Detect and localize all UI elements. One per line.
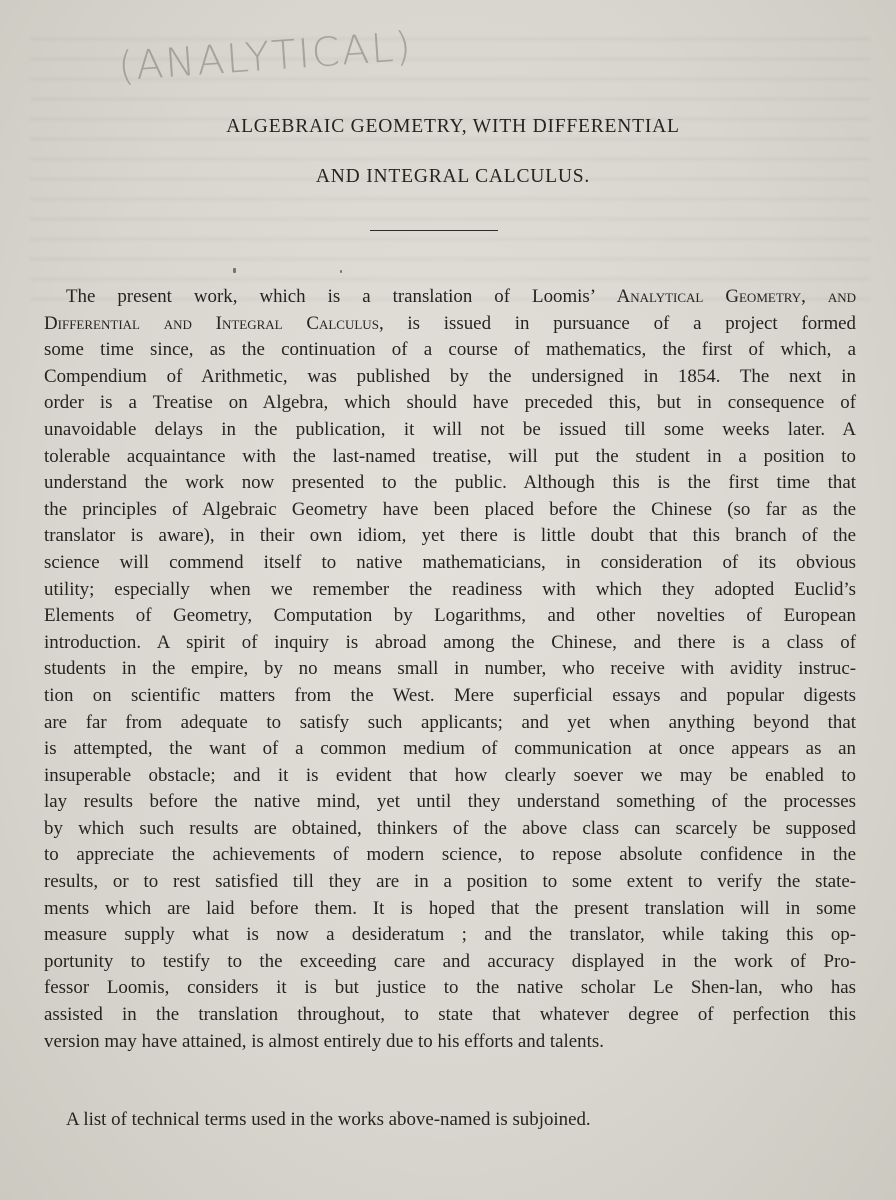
paragraph-line xyxy=(44,470,856,497)
line-text: introduction. A spirit of inquiry is abroad among the Chinese, and there is a class of xyxy=(44,631,856,653)
paragraph-line xyxy=(44,603,856,630)
line-text: version may have attained, is almost entirely due to his efforts and talents. xyxy=(44,1030,604,1052)
paragraph-line xyxy=(44,364,856,391)
line-text: some time since, as the continuation of a course of mathematics, the first of which, a xyxy=(44,339,856,361)
paragraph-line xyxy=(44,523,856,550)
line-text: Compendium of Arithmetic, was published by the undersigned in 1854. The next in xyxy=(44,365,856,387)
small-caps-title: Differential and Integral Calculus xyxy=(44,312,379,334)
preface-paragraph xyxy=(44,284,856,1055)
paragraph-line xyxy=(44,577,856,604)
paragraph-line xyxy=(44,816,856,843)
line-text: unavoidable delays in the publication, it will not be issued till some weeks later. A xyxy=(44,418,856,440)
line-text: assisted in the translation throughout, to state that whatever degree of perfection this xyxy=(44,1004,856,1026)
paragraph-line xyxy=(44,311,856,338)
line-text: science will commend itself to native mathematicians, in consideration of its obvious xyxy=(44,551,856,573)
paragraph-line xyxy=(44,789,856,816)
paragraph-line xyxy=(44,630,856,657)
line-text: utility; especially when we remember the readiness with which they adopted Euclid’s xyxy=(44,578,856,600)
line-text: is attempted, the want of a common medium of communication at once appears as an xyxy=(44,738,856,760)
paragraph-line xyxy=(44,550,856,577)
paragraph-line xyxy=(44,417,856,444)
line-text: to appreciate the achievements of modern science, to repose absolute confidence in the xyxy=(44,844,856,866)
line-text: , is issued in pursuance of a project formed xyxy=(378,312,856,334)
paragraph-line xyxy=(44,949,856,976)
paragraph-line xyxy=(44,1002,856,1029)
paragraph-line xyxy=(44,390,856,417)
pencil-annotation: (ANALYTICAL) xyxy=(116,23,415,91)
line-text: insuperable obstacle; and it is evident that how clearly soever we may be enabled to xyxy=(44,764,856,786)
ink-speck xyxy=(233,268,236,273)
line-text: ments which are laid before them. It is hoped that the present translation will in some xyxy=(44,897,856,919)
small-caps-title: Analytical Geometry, and xyxy=(616,286,856,307)
paragraph-line xyxy=(44,896,856,923)
line-text: fessor Loomis, considers it is but justice to the native scholar Le Shen-lan, who has xyxy=(44,977,856,999)
title-line-2: AND INTEGRAL CALCULUS. xyxy=(315,166,591,187)
line-text: lay results before the native mind, yet until they understand something of the processes xyxy=(44,791,856,813)
paragraph-line xyxy=(44,284,856,311)
line-text: are far from adequate to satisfy such applicants; and yet when anything beyond that xyxy=(44,711,856,733)
paragraph-line xyxy=(44,763,856,790)
line-text: understand the work now presented to the public. Although this is the first time that xyxy=(44,472,856,494)
paragraph-line xyxy=(44,710,856,737)
paragraph-line xyxy=(44,1029,856,1056)
paragraph-line xyxy=(44,975,856,1002)
ink-speck xyxy=(340,270,342,273)
line-text: students in the empire, by no means small in number, who receive with avidity instruc- xyxy=(44,658,856,680)
title-divider-rule xyxy=(370,230,498,231)
line-text: portunity to testify to the exceeding care and accuracy displayed in the work of Pro- xyxy=(44,950,856,972)
line-text: measure supply what is now a desideratum ; and the translator, while taking this op- xyxy=(44,924,856,946)
paragraph-line xyxy=(44,922,856,949)
paragraph-line xyxy=(44,497,856,524)
line-text: order is a Treatise on Algebra, which should have preceded this, but in consequence of xyxy=(44,392,856,414)
title-line-1: ALGEBRAIC GEOMETRY, WITH DIFFERENTIAL xyxy=(226,116,680,137)
paragraph-line xyxy=(44,842,856,869)
paragraph-line xyxy=(44,444,856,471)
line-text: translator is aware), in their own idiom, yet there is little doubt that this branch of the xyxy=(44,525,856,547)
line-text: Elements of Geometry, Computation by Logarithms, and other novelties of European xyxy=(44,605,856,627)
line-text: tolerable acquaintance with the last-named treatise, will put the student in a position to xyxy=(44,445,856,467)
line-text: tion on scientific matters from the West. Mere superficial essays and popular digests xyxy=(44,684,856,706)
paragraph-line xyxy=(44,683,856,710)
line-text: the principles of Algebraic Geometry have been placed before the Chinese (so far as the xyxy=(44,498,856,520)
paragraph-line xyxy=(44,736,856,763)
paragraph-line xyxy=(44,869,856,896)
line-text: The present work, which is a translation of Loomis’ xyxy=(66,286,617,307)
paragraph-line xyxy=(44,656,856,683)
closing-line: A list of technical terms used in the works above-named is subjoined. xyxy=(66,1109,591,1130)
line-text: results, or to rest satisfied till they are in a position to some extent to verify the state- xyxy=(44,871,856,893)
line-text: by which such results are obtained, thinkers of the above class can scarcely be supposed xyxy=(44,817,856,839)
paragraph-line xyxy=(44,337,856,364)
